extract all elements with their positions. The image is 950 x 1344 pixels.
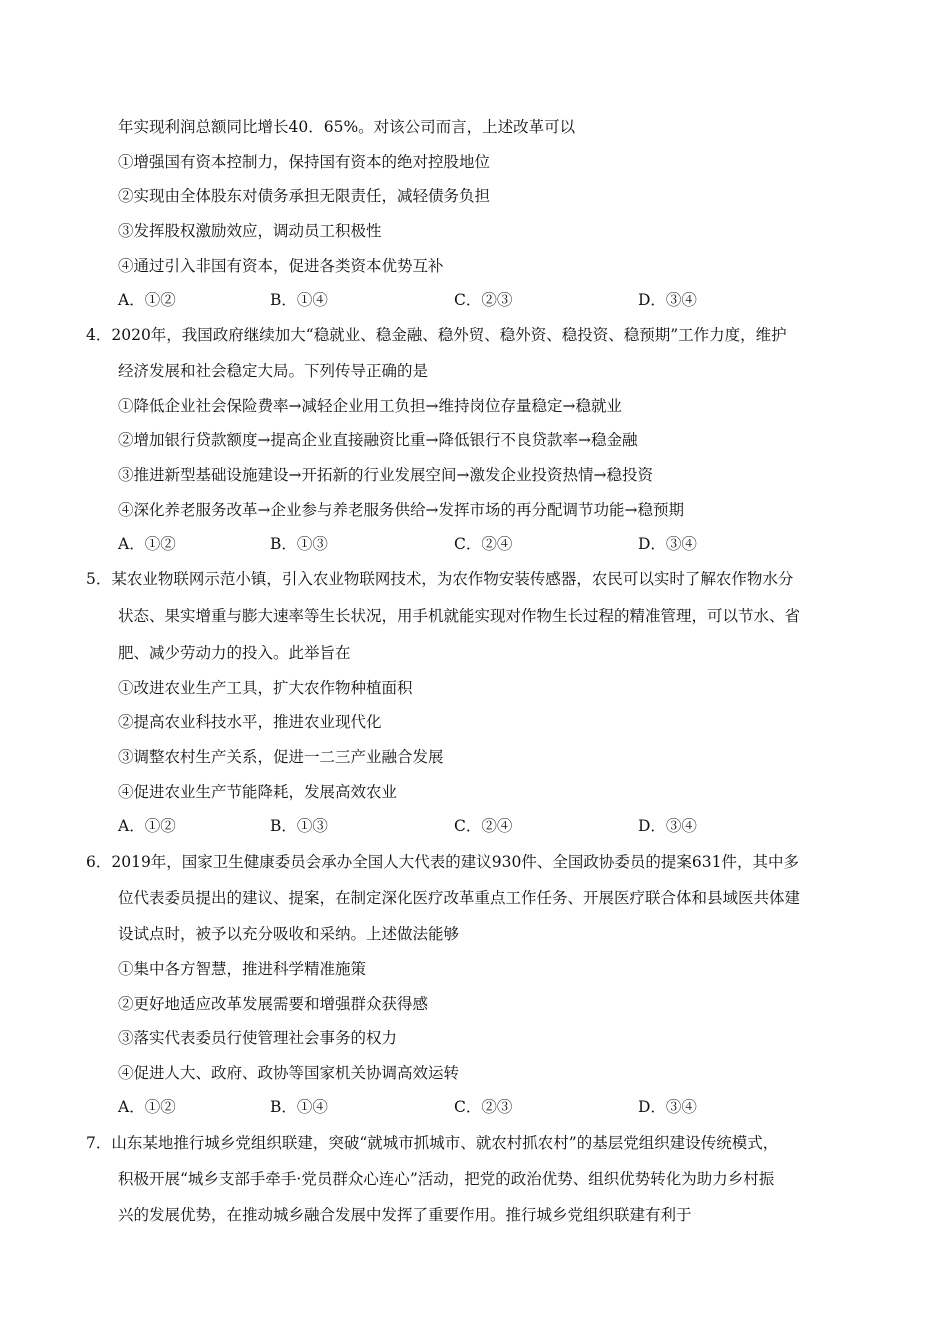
q6-option-d: D．③④ (638, 1098, 697, 1116)
q3-choice-2: ②实现由全体股东对债务承担无限责任，减轻债务负担 (118, 187, 491, 205)
q5-option-b: B．①③ (270, 817, 328, 835)
q3-options (118, 290, 838, 310)
q3-choice-3: ③发挥股权激励效应，调动员工积极性 (118, 222, 382, 240)
q4-stem-line-1: 4．2020年，我国政府继续加大“稳就业、稳金融、稳外贸、稳外资、稳投资、稳预期”工作力度，维护 (86, 326, 787, 344)
q7-stem-line-1: 7．山东某地推行城乡党组织联建，突破“就城市抓城市、就农村抓农村”的基层党组织建设传统模式， (86, 1134, 779, 1152)
q5-options (118, 816, 838, 836)
q4-choice-1: ①降低企业社会保险费率→减轻企业用工负担→维持岗位存量稳定→稳就业 (118, 397, 622, 415)
q4-choice-3: ③推进新型基础设施建设→开拓新的行业发展空间→激发企业投资热情→稳投资 (118, 466, 653, 484)
q5-choice-1: ①改进农业生产工具，扩大农作物种植面积 (118, 679, 413, 697)
q7-stem-line-2: 积极开展“城乡支部手牵手·党员群众心连心”活动，把党的政治优势、组织优势转化为助力乡村振 (118, 1170, 775, 1188)
q3-stem-line: 年实现利润总额同比增长40．65%。对该公司而言，上述改革可以 (118, 118, 576, 136)
q6-option-c: C．②③ (454, 1098, 513, 1116)
q6-stem-line-1: 6．2019年，国家卫生健康委员会承办全国人大代表的建议930件、全国政协委员的提案631件，其中多 (86, 853, 799, 871)
q3-option-d: D．③④ (638, 291, 697, 309)
q5-stem-line-1: 5．某农业物联网示范小镇，引入农业物联网技术，为农作物安装传感器，农民可以实时了解农作物水分 (86, 570, 794, 588)
q6-choice-1: ①集中各方智慧，推进科学精准施策 (118, 960, 367, 978)
q4-choice-2: ②增加银行贷款额度→提高企业直接融资比重→降低银行不良贷款率→稳金融 (118, 431, 638, 449)
q4-option-c: C．②④ (454, 535, 513, 553)
q5-choice-2: ②提高农业科技水平，推进农业现代化 (118, 713, 382, 731)
q4-option-b: B．①③ (270, 535, 328, 553)
q6-option-a: A．①② (118, 1098, 176, 1116)
q5-option-c: C．②④ (454, 817, 513, 835)
q5-option-d: D．③④ (638, 817, 697, 835)
q6-options (118, 1097, 838, 1117)
q6-stem-line-2: 位代表委员提出的建议、提案，在制定深化医疗改革重点工作任务、开展医疗联合体和县域医共体建 (118, 889, 801, 907)
q5-option-a: A．①② (118, 817, 176, 835)
q4-option-d: D．③④ (638, 535, 697, 553)
q6-choice-2: ②更好地适应改革发展需要和增强群众获得感 (118, 995, 429, 1013)
q6-choice-4: ④促进人大、政府、政协等国家机关协调高效运转 (118, 1064, 460, 1082)
q3-option-b: B．①④ (270, 291, 328, 309)
q6-stem-line-3: 设试点时，被予以充分吸收和采纳。上述做法能够 (118, 925, 460, 943)
q3-choice-4: ④通过引入非国有资本，促进各类资本优势互补 (118, 257, 444, 275)
q3-choice-1: ①增强国有资本控制力，保持国有资本的绝对控股地位 (118, 153, 491, 171)
q4-choice-4: ④深化养老服务改革→企业参与养老服务供给→发挥市场的再分配调节功能→稳预期 (118, 501, 684, 519)
q3-option-a: A．①② (118, 291, 176, 309)
q6-option-b: B．①④ (270, 1098, 328, 1116)
q4-options (118, 534, 838, 554)
q5-choice-3: ③调整农村生产关系，促进一二三产业融合发展 (118, 748, 444, 766)
q3-option-c: C．②③ (454, 291, 513, 309)
q7-stem-line-3: 兴的发展优势，在推动城乡融合发展中发挥了重要作用。推行城乡党组织联建有利于 (118, 1206, 692, 1224)
q5-stem-line-3: 肥、减少劳动力的投入。此举旨在 (118, 644, 351, 662)
q5-stem-line-2: 状态、果实增重与膨大速率等生长状况，用手机就能实现对作物生长过程的精准管理，可以节水、省 (118, 607, 801, 625)
q4-stem-line-2: 经济发展和社会稳定大局。下列传导正确的是 (118, 362, 429, 380)
q6-choice-3: ③落实代表委员行使管理社会事务的权力 (118, 1029, 398, 1047)
q4-option-a: A．①② (118, 535, 176, 553)
q5-choice-4: ④促进农业生产节能降耗，发展高效农业 (118, 783, 398, 801)
